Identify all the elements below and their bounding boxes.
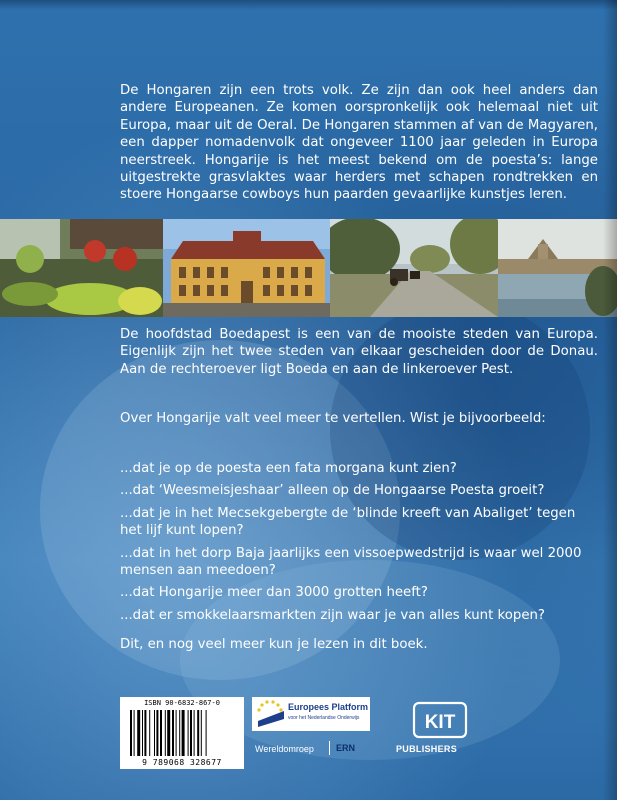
eu-stars-icon (254, 697, 288, 731)
budapest-parliament-photo (498, 219, 617, 317)
europees-platform-title: Europees Platform (288, 702, 369, 712)
facts-list (120, 460, 598, 629)
closing-paragraph: Dit, en nog veel meer kun je lezen in dit boek. (120, 637, 428, 652)
europees-platform-logo (252, 697, 370, 731)
cover-top-edge (0, 0, 617, 10)
cover-spine-shadow (603, 0, 617, 800)
logo-divider (329, 741, 330, 755)
kit-logo (408, 699, 472, 741)
wereldomroep-logo: Wereldomroep (255, 744, 314, 754)
fact-item: ...dat je in het Mecsekgebergte de ‘blinde kreeft van Abaliget’ tegen het lijf kunt lopen? (120, 505, 576, 539)
ern-logo: ERN (336, 743, 356, 753)
intro-paragraph: De Hongaren zijn een trots volk. Ze zijn dan ook heel anders dan andere Europeanen. Ze komen oorspronkelijk ook helemaal niet uit Europa, maar uit de Oeral. De Hongaren stammen af van de Magyaren, een dapper nomadenvolk dat ongeveer 1100 jaar geleden in Europa neerstreek. Hongarije is het meest bekend om de poesta’s: lange uitgestrekte grasvlaktes waar herders met schapen rondtrekken en stoere Hongaarse cowboys hun paarden gevaarlijke kunstjes leren. (120, 83, 598, 203)
fact-item: ...dat Hongarije meer dan 3000 grotten heeft? (120, 585, 428, 601)
fact-item: ...dat ‘Weesmeisjeshaar’ alleen op de Hongaarse Poesta groeit? (120, 483, 545, 499)
fact-item: ...dat je op de poesta een fata morgana kunt zien? (120, 461, 457, 476)
more-paragraph: Over Hongarije valt veel meer te vertellen. Wist je bijvoorbeeld: (120, 411, 546, 426)
isbn-label: ISBN 90-6832-867-0 (144, 699, 220, 707)
fact-item: ...dat in het dorp Baja jaarlijks een vissoepwedstrijd is waar wel 2000 mensen aan meedoen? (120, 545, 582, 579)
europees-platform-subtitle: voor het Nederlandse Onderwijs (288, 715, 360, 721)
publishers-label: PUBLISHERS (396, 744, 458, 754)
barcode-digits: 9 789068 328677 (142, 758, 222, 767)
kit-logo-text: KIT (424, 712, 456, 733)
horse-cart-road-photo (330, 219, 498, 317)
photo-strip (0, 219, 617, 317)
fact-item: ...dat er smokkelaarsmarkten zijn waar je van alles kunt kopen? (120, 607, 545, 623)
isbn-barcode (120, 697, 244, 769)
market-vegetables-photo (0, 219, 163, 317)
yellow-building-photo (163, 219, 330, 317)
capital-paragraph: De hoofdstad Boedapest is een van de mooiste steden van Europa. Eigenlijk zijn het twee steden van elkaar gescheiden door de Donau. Aan de rechteroever ligt Boeda en aan de linkeroever Pest. (120, 327, 598, 377)
